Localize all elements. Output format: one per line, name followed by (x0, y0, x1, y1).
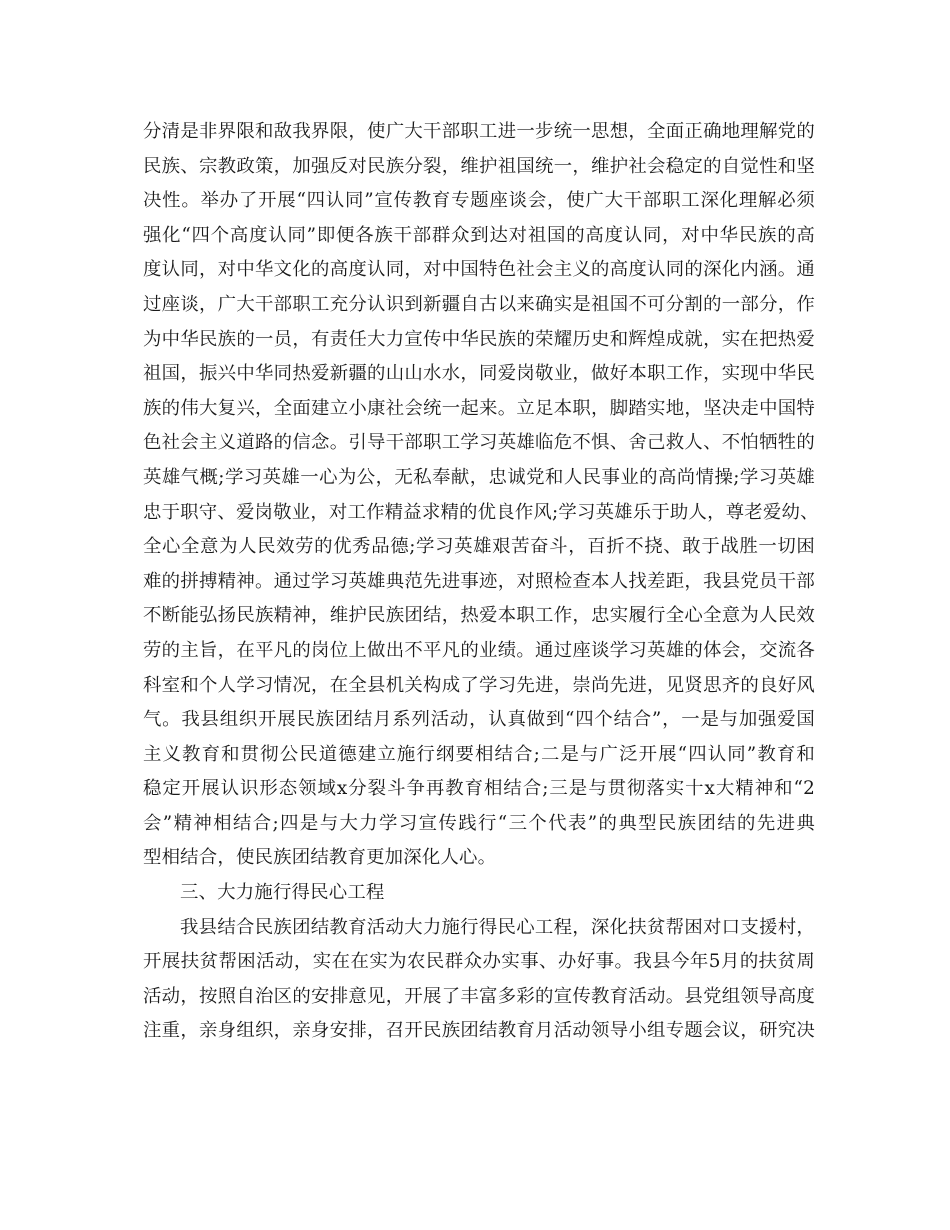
text-line: 过座谈，广大干部职工充分认识到新疆自古以来确实是祖国不可分割的一部分，作 (143, 293, 815, 315)
text-line: 注重，亲身组织，亲身安排，召开民族团结教育月活动领导小组专题会议，研究决 (143, 1020, 815, 1042)
text-line: 民族、宗教政策，加强反对民族分裂，维护祖国统一，维护社会稳定的自觉性和坚 (143, 155, 815, 177)
text-line: 开展扶贫帮困活动，实在在实为农民群众办实事、办好事。我县今年5月的扶贫周 (143, 951, 815, 973)
text-line: 分清是非界限和敌我界限，使广大干部职工进一步统一思想，全面正确地理解党的 (143, 121, 815, 142)
text-line: 劳的主旨，在平凡的岗位上做出不平凡的业绩。通过座谈学习英雄的体会，交流各 (143, 639, 815, 661)
text-line: 色社会主义道路的信念。引导干部职工学习英雄临危不惧、舍己救人、不怕牺牲的 (143, 432, 815, 454)
text-line: 不断能弘扬民族精神，维护民族团结，热爱本职工作，忠实履行全心全意为人民效 (143, 605, 815, 627)
text-line: 气。我县组织开展民族团结月系列活动，认真做到“四个结合”，一是与加强爱国 (143, 709, 815, 731)
text-line: 全心全意为人民效劳的优秀品德;学习英雄艰苦奋斗，百折不挠、敢于战胜一切困 (143, 536, 815, 558)
text-line: 度认同，对中华文化的高度认同，对中国特色社会主义的高度认同的深化内涵。通 (143, 259, 815, 281)
paragraph-2 (143, 911, 815, 1049)
text-line: 英雄气概;学习英雄一心为公，无私奉献，忠诚党和人民事业的高尚情操;学习英雄 (143, 466, 815, 488)
text-line: 族的伟大复兴，全面建立小康社会统一起来。立足本职，脚踏实地，坚决走中国特 (143, 397, 815, 419)
text-line: 祖国，振兴中华同热爱新疆的山山水水，同爱岗敬业，做好本职工作，实现中华民 (143, 363, 815, 385)
text-line: 我县结合民族团结教育活动大力施行得民心工程，深化扶贫帮困对口支援村， (180, 916, 815, 938)
section-heading: 三、大力施行得民心工程 (180, 882, 385, 904)
text-line: 为中华民族的一员，有责任大力宣传中华民族的荣耀历史和辉煌成就，实在把热爱 (143, 328, 815, 350)
text-line: 稳定开展认识形态领域x分裂斗争再教育相结合;三是与贯彻落实十x大精神和“2 (143, 778, 815, 800)
text-line: 型相结合，使民族团结教育更加深化人心。 (143, 847, 497, 869)
text-line: 主义教育和贯彻公民道德建立施行纲要相结合;二是与广泛开展“四认同”教育和 (143, 743, 815, 765)
paragraph-1 (143, 115, 819, 876)
text-line: 决性。举办了开展“四认同”宣传教育专题座谈会，使广大干部职工深化理解必须 (143, 190, 815, 212)
text-line: 忠于职守、爱岗敬业，对工作精益求精的优良作风;学习英雄乐于助人，尊老爱幼、 (143, 501, 819, 523)
text-line: 科室和个人学习情况，在全县机关构成了学习先进，崇尚先进，见贤思齐的良好风 (143, 674, 815, 696)
text-line: 强化“四个高度认同”即便各族干部群众到达对祖国的高度认同，对中华民族的高 (143, 224, 815, 246)
text-line: 活动，按照自治区的安排意见，开展了丰富多彩的宣传教育活动。县党组领导高度 (143, 985, 815, 1007)
body-text (143, 115, 819, 1049)
text-line: 难的拼搏精神。通过学习英雄典范先进事迹，对照检查本人找差距，我县党员干部 (143, 570, 815, 592)
text-line: 会”精神相结合;四是与大力学习宣传践行“三个代表”的典型民族团结的先进典 (143, 812, 815, 834)
